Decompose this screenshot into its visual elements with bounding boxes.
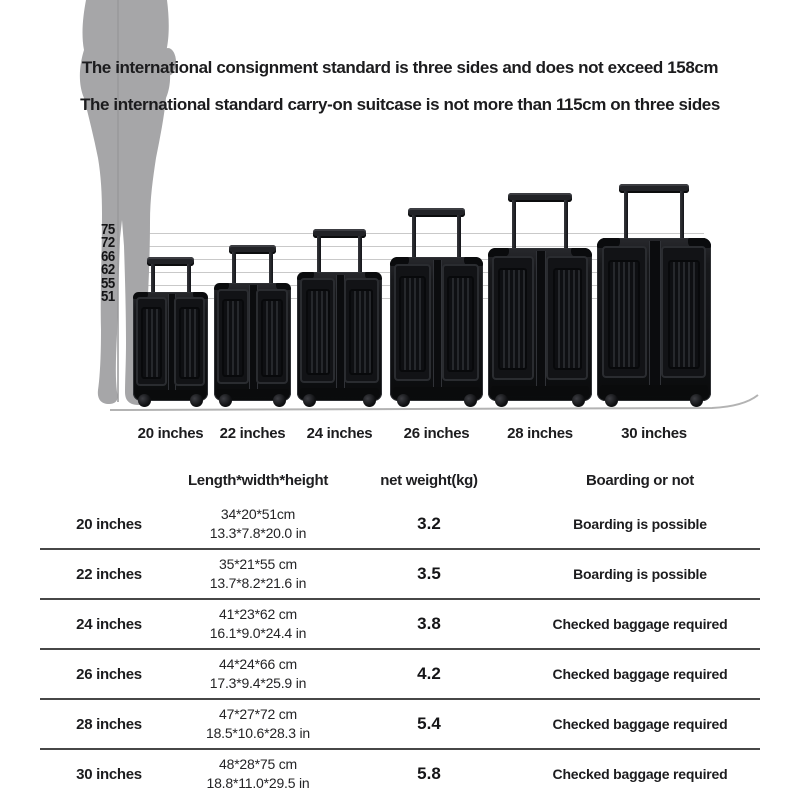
ribbed-texture bbox=[399, 276, 425, 372]
ribbed-texture bbox=[261, 299, 283, 377]
shell-panel-left bbox=[136, 297, 167, 385]
table-row bbox=[40, 650, 760, 700]
cell-size: 30 inches bbox=[76, 765, 142, 783]
shell-panel-right bbox=[256, 289, 288, 385]
shell-panel-left bbox=[300, 278, 335, 383]
ribbed-texture bbox=[349, 289, 373, 374]
dimensions-cm: 44*24*66 cm bbox=[219, 656, 297, 672]
suitcase-body bbox=[390, 257, 483, 401]
suitcase-body bbox=[297, 272, 382, 401]
cell-weight: 5.8 bbox=[417, 764, 441, 783]
table-row bbox=[40, 550, 760, 600]
cell-size: 26 inches bbox=[76, 665, 142, 683]
handle-grip bbox=[508, 193, 573, 202]
ribbed-texture bbox=[668, 260, 700, 369]
dimensions-inches: 13.7*8.2*21.6 in bbox=[209, 575, 307, 591]
height-scale-value: 55 bbox=[101, 274, 115, 292]
shell-panel-left bbox=[217, 289, 249, 385]
shell-panel-right bbox=[546, 256, 587, 380]
wheel bbox=[464, 394, 477, 407]
wheel bbox=[190, 394, 203, 407]
size-label: 28 inches bbox=[507, 425, 573, 442]
dimensions-cm: 34*20*51cm bbox=[220, 506, 296, 522]
shell-panel-right bbox=[174, 297, 205, 385]
suitcase-26-inches bbox=[390, 208, 483, 407]
cell-boarding: Checked baggage required bbox=[552, 766, 728, 782]
wheel bbox=[397, 394, 410, 407]
dimensions-inches: 18.5*10.6*28.3 in bbox=[205, 725, 311, 741]
cell-dimensions bbox=[178, 555, 338, 593]
cell-size: 20 inches bbox=[76, 515, 142, 533]
suitcase-body bbox=[214, 283, 291, 401]
dimensions-inches: 17.3*9.4*25.9 in bbox=[209, 675, 307, 691]
suitcase-30-inches bbox=[597, 184, 711, 407]
dimensions-cm: 35*21*55 cm bbox=[219, 556, 297, 572]
height-scale-value: 72 bbox=[101, 234, 115, 252]
suitcase-24-inches bbox=[297, 229, 382, 407]
table-header-row bbox=[40, 460, 760, 500]
wheel bbox=[273, 394, 286, 407]
dimensions-inches: 16.1*9.0*24.4 in bbox=[209, 625, 307, 641]
table-row bbox=[40, 700, 760, 750]
suitcase-body bbox=[133, 292, 208, 401]
ribbed-texture bbox=[498, 268, 527, 370]
ribbed-texture bbox=[306, 289, 330, 374]
shell-panel-right bbox=[661, 246, 706, 378]
table-row bbox=[40, 750, 760, 798]
height-scale-value: 62 bbox=[101, 261, 115, 279]
cell-dimensions bbox=[178, 705, 338, 743]
shell-panel-left bbox=[394, 264, 431, 381]
cell-size: 24 inches bbox=[76, 615, 142, 633]
ribbed-texture bbox=[141, 307, 162, 379]
height-scale-value: 75 bbox=[101, 221, 115, 238]
handle-grip bbox=[619, 184, 690, 193]
cell-boarding: Checked baggage required bbox=[552, 616, 728, 632]
cell-weight: 4.2 bbox=[417, 664, 441, 683]
shell-panel-right bbox=[442, 264, 479, 381]
shell-panel-right bbox=[344, 278, 379, 383]
size-label: 22 inches bbox=[219, 425, 286, 442]
cell-dimensions bbox=[178, 505, 338, 543]
shell-panel-left bbox=[492, 256, 533, 380]
wheel bbox=[303, 394, 316, 407]
suitcase-22-inches bbox=[214, 245, 291, 407]
dimensions-inches: 18.8*11.0*29.5 in bbox=[206, 775, 310, 791]
suitcase-body bbox=[597, 238, 711, 401]
wheel bbox=[219, 394, 232, 407]
dimensions-cm: 41*23*62 cm bbox=[219, 606, 297, 622]
suitcase-body bbox=[488, 248, 592, 401]
col-header-weight: net weight(kg) bbox=[380, 471, 478, 489]
table-row bbox=[40, 500, 760, 550]
center-frame bbox=[649, 241, 660, 396]
center-frame bbox=[536, 251, 546, 396]
cell-boarding: Boarding is possible bbox=[573, 516, 707, 532]
cell-dimensions bbox=[178, 755, 338, 793]
cell-weight: 5.4 bbox=[417, 714, 441, 733]
height-scale-value: 51 bbox=[101, 288, 115, 306]
center-frame bbox=[433, 260, 442, 397]
size-label: 26 inches bbox=[403, 425, 470, 442]
wheel bbox=[690, 394, 703, 407]
cell-dimensions bbox=[178, 655, 338, 693]
cell-dimensions bbox=[178, 605, 338, 643]
consignment-standard-note: The international consignment standard is three sides and does not exceed 158cm bbox=[81, 58, 719, 77]
wheel bbox=[138, 394, 151, 407]
ribbed-texture bbox=[179, 307, 200, 379]
cell-weight: 3.8 bbox=[417, 614, 441, 633]
size-label: 30 inches bbox=[621, 425, 687, 442]
shell-panel-left bbox=[602, 246, 647, 378]
height-scale bbox=[101, 221, 117, 306]
dimensions-inches: 13.3*7.8*20.0 in bbox=[209, 525, 307, 541]
ribbed-texture bbox=[608, 260, 640, 369]
wheel bbox=[363, 394, 376, 407]
col-header-dimensions: Length*width*height bbox=[187, 471, 329, 489]
carry-on-standard-note: The international standard carry-on suitcase is not more than 115cm on three sides bbox=[80, 95, 720, 114]
ribbed-texture bbox=[553, 268, 582, 370]
cell-weight: 3.2 bbox=[417, 514, 441, 533]
col-header-boarding: Boarding or not bbox=[586, 471, 694, 489]
dimensions-cm: 47*27*72 cm bbox=[219, 706, 297, 722]
cell-boarding: Boarding is possible bbox=[573, 566, 707, 582]
dimensions-cm: 48*28*75 cm bbox=[219, 756, 297, 772]
wheel bbox=[572, 394, 585, 407]
cell-size: 22 inches bbox=[76, 565, 142, 583]
suitcase-28-inches bbox=[488, 193, 592, 407]
cell-boarding: Checked baggage required bbox=[552, 716, 728, 732]
ribbed-texture bbox=[447, 276, 473, 372]
height-scale-value: 66 bbox=[101, 247, 115, 265]
size-table bbox=[40, 460, 760, 798]
wheel bbox=[605, 394, 618, 407]
size-label: 24 inches bbox=[306, 425, 373, 442]
ribbed-texture bbox=[222, 299, 244, 377]
size-label: 20 inches bbox=[137, 425, 204, 442]
suitcase-20-inches bbox=[133, 257, 208, 407]
table-row bbox=[40, 600, 760, 650]
cell-size: 28 inches bbox=[76, 715, 142, 733]
wheel bbox=[495, 394, 508, 407]
cell-weight: 3.5 bbox=[417, 564, 441, 583]
cell-boarding: Checked baggage required bbox=[552, 666, 728, 682]
